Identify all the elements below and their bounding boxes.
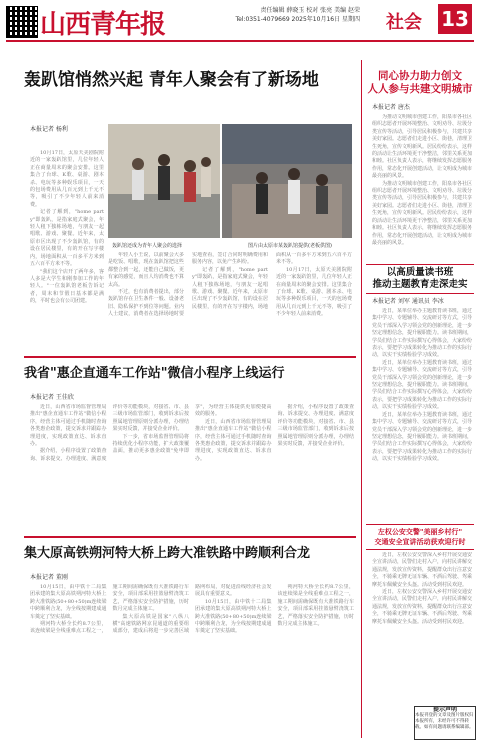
sidebar-story3-title-line1: 左权公安交警"美丽乡村行" — [377, 528, 463, 536]
paragraph: 朔河特大桥全长约8.7公里，该连续梁是全线重难点工程之一，施工期间需确保既有大准铁路行车安全，项目部采用挂篮悬臂浇筑工艺，严格落实安全防护措施，历时数月完成主体施工。 — [30, 584, 189, 635]
sidebar-story1-body — [372, 114, 472, 264]
paragraph: 朔河特大桥全长约8.7公里，该连续梁是全线重难点工程之一，施工期间需确保既有大准铁路行车安全，项目部采用挂篮悬臂浇筑工艺，严格落实安全防护措施，历时数月完成主体施工。 — [277, 584, 354, 628]
article2-byline: 本报记者 王佳欣 — [30, 394, 74, 401]
paragraph: 近日，山西省市场监督管理局推出"惠企直通车工作站"微信小程序，经营主体可通过手机随时查询各类惠企政策，提交诉求并跟踪办理进度，实现政策直达、诉求直办。 — [195, 418, 272, 462]
paragraph: 近日，某单位举办主题教育读书班，通过集中学习、专题辅导、交流研讨等方式，引导党员干部深入学习领会党的创新理论，进一步坚定理想信念，提升履职能力。读书班期间，学员们结合工作实际撰写心得体会，大家纷纷表示，要把学习成果转化为推动工作的实际行动，以实干实绩检验学习成效。 — [372, 359, 472, 411]
sidebar-story1-title-line1: 同心协力助力创文 — [378, 70, 462, 82]
article1-caption-left: 轰趴馆还成为青年人聚会的选择 — [112, 243, 183, 249]
notice-text: 本报刊登的文章及图片版权归本报所有，未经许可不得转载。如有问题请联系编辑部。 — [415, 713, 474, 730]
paragraph: 年轻人小王说，以前聚会大多是吃饭、唱歌，现在轰趴馆把这些都整合到一起，还能自己做饭，更有家的感觉，而且人均消费也不算太高。 — [108, 252, 184, 288]
paragraph: 近日，某单位举办主题教育读书班，通过集中学习、专题辅导、交流研讨等方式，引导党员干部深入学习领会党的创新理论，进一步坚定理想信念，提升履职能力。读书班期间，学员们结合工作实际撰写心得体会，大家纷纷表示，要把学习成果转化为推动工作的实际行动，以实干实绩检验学习成效。 — [372, 308, 472, 359]
paragraph: 近日，山西省市场监督管理局推出"惠企直通车工作站"微信小程序，经营主体可通过手机随时查询各类惠企政策，提交诉求并跟踪办理进度，实现政策直达、诉求直办。 — [30, 404, 107, 448]
paragraph: 近日，左权公安交警深入乡村开展交通安全宣讲活动，民警们走村入户，向村民讲解交通法规，发放宣传资料，提醒群众出行注意安全，不骑乘无牌无证车辆、不酒后驾驶、驾乘摩托车佩戴安全头盔。活动受到村民欢迎。 — [372, 589, 472, 625]
paragraph: 10月15日，由中铁十二局集团承建的集大原高铁朔河特大桥上跨大准铁路(50+80+50)m连续梁中跨顺利合龙，为全线按期建成通车奠定了坚实基础。 — [195, 598, 272, 635]
article1-photo-right — [222, 124, 352, 238]
article1-body-col2 — [108, 252, 352, 350]
paragraph: 10月15日，由中铁十二局集团承建的集大原高铁朔河特大桥上跨大准铁路(50+80+50)m连续梁中跨顺利合龙，为全线按期建成通车奠定了坚实基础。 — [30, 584, 107, 620]
sidebar-story3-title — [366, 524, 474, 550]
photo-scene-right — [222, 124, 352, 238]
article2-title: 我省"惠企直通车工作站"微信小程序上线运行 — [24, 366, 285, 381]
article1-body-col1 — [30, 150, 104, 350]
divider — [24, 356, 356, 358]
sidebar-story3-title-line2: 交通安全宣讲活动获欢迎行时 — [374, 538, 466, 546]
sidebar-story2-title-line2: 推动主题教育走深走实 — [372, 279, 468, 290]
notice-title: 提示声明 — [432, 706, 457, 713]
header-meta — [200, 6, 360, 24]
paragraph: 为推动文明城市创建工作，阳泉市各社区组织志愿者开展环境整治、文明劝导、垃圾分类宣传等活动，引导居民积极参与，共建共享美好家园。志愿者们走进小区、街巷，清理卫生死角，宣传文明新风。居民纷纷表示，这样的活动让生活环境更干净整洁，邻里关系更加和睦。社区负责人表示，将继续发挥志愿服务作用，常态化开展创建活动，让文明成为城市最亮丽的风景。 — [372, 114, 472, 180]
sidebar-story1-title — [364, 70, 476, 96]
paragraph: 记者了解到，"home party"即轰趴，是指家庭式聚会，年轻人租下独栋场地，与朋友一起唱歌、游戏、聚餐。近年来，太原市区出现了不少轰趴馆，有的设在居民楼里，有的开在写字楼内，场地面积从一百多平方米到五六百平方米不等。 — [192, 252, 352, 310]
paragraph: 10月17日，太原天美剧院附近的一家轰趴馆里，几位年轻人正在商量周末的聚会安排。这里集合了台球、K歌、桌游、剧本杀、电玩等多种娱乐项目，一天的包场费用从几百元到上千元不等，吸引了不少年轻人前来消费。 — [30, 150, 104, 208]
sidebar-story2-byline: 本报记者 刘军 通讯员 李冰 — [372, 298, 444, 305]
paragraph: 据介绍，小程序设置了政策查询、诉求提交、办理进度、满意度评价等功能模块，对接省、市、县三级市场监管部门，收到诉求后按照属地管理原则分派办理，办理结果实时反馈，并接受企业评价。 — [277, 404, 354, 448]
paragraph: 为推动文明城市创建工作，阳泉市各社区组织志愿者开展环境整治、文明劝导、垃圾分类宣传等活动，引导居民积极参与，共建共享美好家园。志愿者们走进小区、街巷，清理卫生死角，宣传文明新风。居民纷纷表示，这样的活动让生活环境更干净整洁，邻里关系更加和睦。社区负责人表示，将继续发挥志愿服务作用，常态化开展创建活动，让文明成为城市最亮丽的风景。 — [372, 180, 472, 246]
paragraph: 不过，也有消费者提出，部分轰趴馆存在卫生条件一般、设备老旧、隐私保护不到位等问题。业内人士建议，消费者在选择场地时要实地查看，签订合同时明确费用和服务内容，以免产生纠纷。 — [108, 252, 268, 318]
sidebar-story2-body — [372, 308, 472, 518]
paragraph: 10月17日，太原天美剧院附近的一家轰趴馆里，几位年轻人正在商量周末的聚会安排。这里集合了台球、K歌、桌游、剧本杀、电玩等多种娱乐项目，一天的包场费用从几百元到上千元不等，吸引了不少年轻人前来消费。 — [276, 266, 352, 318]
article3-byline: 本报记者 董刚 — [30, 574, 68, 581]
article2-body — [30, 404, 354, 532]
article3-body — [30, 584, 354, 738]
paragraph: 记者了解到，"home party"即轰趴，是指家庭式聚会，年轻人租下独栋场地，与朋友一起唱歌、游戏、聚餐。近年来，太原市区出现了不少轰趴馆，有的设在居民楼里，有的开在写字楼内，场地面积从一百多平方米到五六百平方米不等。 — [30, 209, 104, 268]
divider — [24, 536, 356, 538]
sidebar-story2-title — [366, 264, 474, 294]
article3-title: 集大原高铁朔河特大桥上跨大准铁路中跨顺利合龙 — [24, 546, 311, 561]
paragraph: 集大原高铁是国家"八纵八横"高速铁路网京昆通道的重要组成部分，建成后将进一步完善区域路网布局，对促进沿线经济社会发展具有重要意义。 — [112, 584, 272, 635]
article1-caption-right: 图片由太原市某轰趴馆提供(老板供图) — [248, 243, 332, 249]
header-meta-line2: Tel:0351-4079669 2025年10月16日 星期四 — [235, 16, 360, 23]
section-name: 社会 — [386, 12, 422, 33]
qr-code — [6, 6, 38, 38]
paragraph: 据介绍，小程序设置了政策查询、诉求提交、办理进度、满意度评价等功能模块，对接省、市、县三级市场监管部门，收到诉求后按照属地管理原则分派办理，办理结果实时反馈，并接受企业评价。 — [30, 404, 189, 462]
column-divider — [361, 60, 362, 738]
paragraph: 近日，左权公安交警深入乡村开展交通安全宣讲活动，民警们走村入户，向村民讲解交通法规，发放宣传资料，提醒群众出行注意安全，不骑乘无牌无证车辆、不酒后驾驶、驾乘摩托车佩戴安全头盔。活动受到村民欢迎。 — [372, 552, 472, 588]
header-rule — [6, 40, 474, 42]
masthead: 山西青年报 — [40, 10, 166, 40]
paragraph: "我们这个店开了两年多，客人多是大学生和刚参加工作的年轻人。"一位轰趴馆老板告诉记者，周末和节假日基本都是满的，平时也会有公司团建。 — [30, 268, 104, 305]
photo-scene-left — [108, 124, 220, 238]
header-meta-line1: 责任编辑 薛晓玉 校对 张亮 美编 赵荣 — [260, 7, 360, 14]
sidebar-story1-title-line2: 人人参与共建文明城市 — [367, 83, 473, 95]
page-number: 13 — [438, 4, 472, 34]
article1-photo-left — [108, 124, 220, 238]
sidebar-story2-title-line1: 以高质量读书班 — [386, 267, 454, 278]
sidebar-story3-body — [372, 552, 472, 702]
paragraph: 近日，某单位举办主题教育读书班，通过集中学习、专题辅导、交流研讨等方式，引导党员干部深入学习领会党的创新理论，进一步坚定理想信念，提升履职能力。读书班期间，学员们结合工作实际撰写心得体会，大家纷纷表示，要把学习成果转化为推动工作的实际行动，以实干实绩检验学习成效。 — [372, 411, 472, 463]
sidebar-story1-byline: 本报记者 唐杰 — [372, 104, 410, 111]
paragraph: 下一步，省市场监督管理局将持续优化小程序功能，扩大政策覆盖面，推动更多惠企政策"免申即享"，为经营主体提供更加便捷高效的服务。 — [112, 404, 272, 455]
notice-box — [414, 706, 476, 740]
article1-byline: 本报记者 杨利 — [30, 126, 68, 133]
article1-title: 轰趴馆悄然兴起 青年人聚会有了新场地 — [24, 70, 319, 90]
